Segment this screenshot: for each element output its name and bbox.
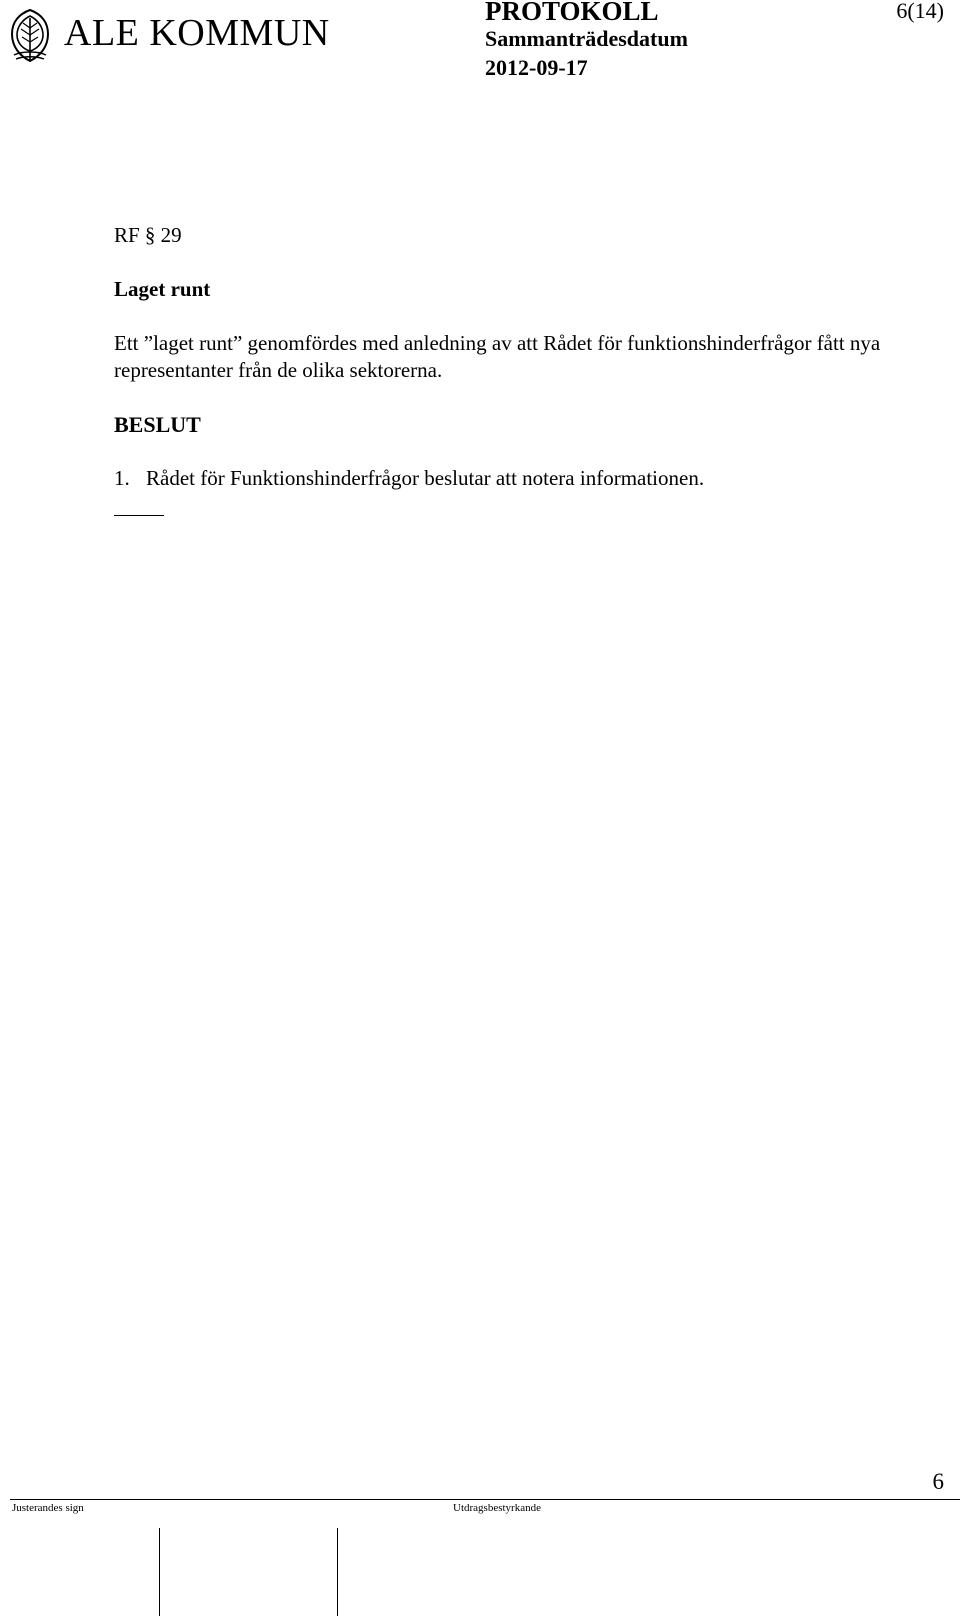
leaf-shield-icon <box>10 8 50 64</box>
meeting-date: 2012-09-17 <box>485 55 588 80</box>
certification-label: Utdragsbestyrkande <box>453 1502 541 1514</box>
page-count: 6(14) <box>896 0 944 23</box>
document-type: PROTOKOLL <box>485 0 659 26</box>
section-reference: RF § 29 <box>114 223 182 247</box>
signature-box-divider <box>159 1528 160 1616</box>
decision-number: 1. <box>114 466 130 490</box>
body-paragraph: Ett ”laget runt” genomfördes med anledning av att Rådet för funktionshinderfrågor fått nya representanter från de olika sektorerna. <box>114 331 881 382</box>
meeting-date-label: Sammanträdesdatum <box>485 26 688 51</box>
decision-text: Rådet för Funktionshinderfrågor beslutar att notera informationen. <box>146 466 705 490</box>
signature-label: Justerandes sign <box>12 1502 84 1514</box>
section-heading: Laget runt <box>114 277 211 301</box>
footer-divider <box>10 1499 960 1500</box>
page-number: 6 <box>932 1469 944 1494</box>
decision-item <box>114 466 704 491</box>
signature-box-divider <box>337 1528 338 1616</box>
organization-name: ALE KOMMUN <box>64 12 330 54</box>
decision-heading: BESLUT <box>114 412 201 437</box>
end-divider <box>114 515 164 516</box>
